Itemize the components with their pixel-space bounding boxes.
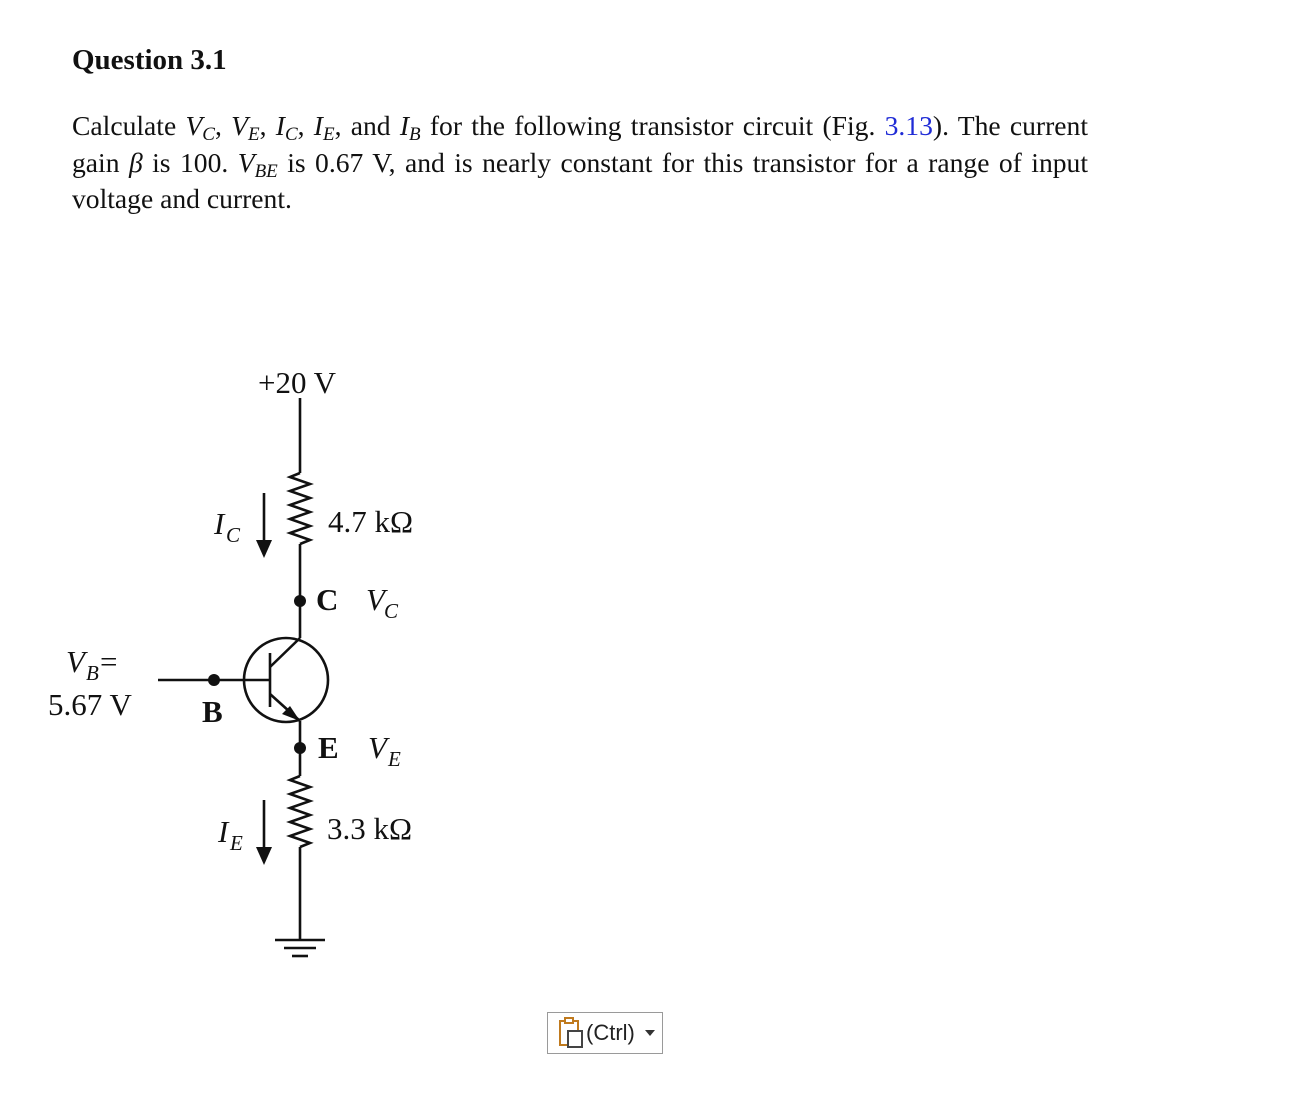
vb-label: V bbox=[66, 644, 85, 679]
node-c-label: C bbox=[316, 582, 339, 617]
vb-value: 5.67 V bbox=[48, 687, 132, 722]
ic-arrowhead bbox=[256, 540, 272, 558]
supply-label: +20 V bbox=[258, 365, 337, 400]
re-label: 3.3 kΩ bbox=[327, 811, 413, 846]
vc-sub: C bbox=[384, 599, 399, 623]
emitter-node-dot bbox=[294, 742, 306, 754]
ic-sub: C bbox=[226, 523, 241, 547]
question-text: Calculate $V_C$, $V_E$, $I_C$, $I_E$, and $I_B$ for the following transistor circuit (Fig. 3.13). The current gain β is 100. $V_{BE}$ is 0.67 V, and is nearly constant for this transistor for a range of input voltage and current. bbox=[72, 110, 1089, 214]
ve-sub: E bbox=[388, 747, 401, 771]
ve-label: V bbox=[368, 730, 387, 765]
node-e-label: E bbox=[318, 730, 339, 765]
vb-sub: B bbox=[86, 661, 99, 685]
vb-eq: = bbox=[100, 644, 118, 679]
figure-link[interactable]: 3.13 bbox=[884, 110, 933, 141]
emitter-resistor bbox=[290, 776, 310, 847]
collector-resistor bbox=[290, 473, 310, 544]
clipboard-icon bbox=[558, 1017, 584, 1049]
base-node-dot bbox=[208, 674, 220, 686]
paste-options-button[interactable] bbox=[547, 1012, 663, 1054]
question-title: Question 3.1 bbox=[72, 44, 227, 76]
paste-options-label: (Ctrl) bbox=[586, 1020, 635, 1045]
ie-sub: E bbox=[230, 831, 243, 855]
chevron-down-icon bbox=[645, 1030, 655, 1036]
node-b-label: B bbox=[202, 694, 223, 729]
ic-label: I bbox=[214, 506, 225, 541]
ie-label: I bbox=[218, 814, 229, 849]
transistor-circuit-diagram bbox=[0, 340, 520, 980]
vc-label: V bbox=[366, 582, 385, 617]
rc-label: 4.7 kΩ bbox=[328, 504, 414, 539]
collector-lead bbox=[270, 638, 300, 667]
ie-arrowhead bbox=[256, 847, 272, 865]
collector-node-dot bbox=[294, 595, 306, 607]
